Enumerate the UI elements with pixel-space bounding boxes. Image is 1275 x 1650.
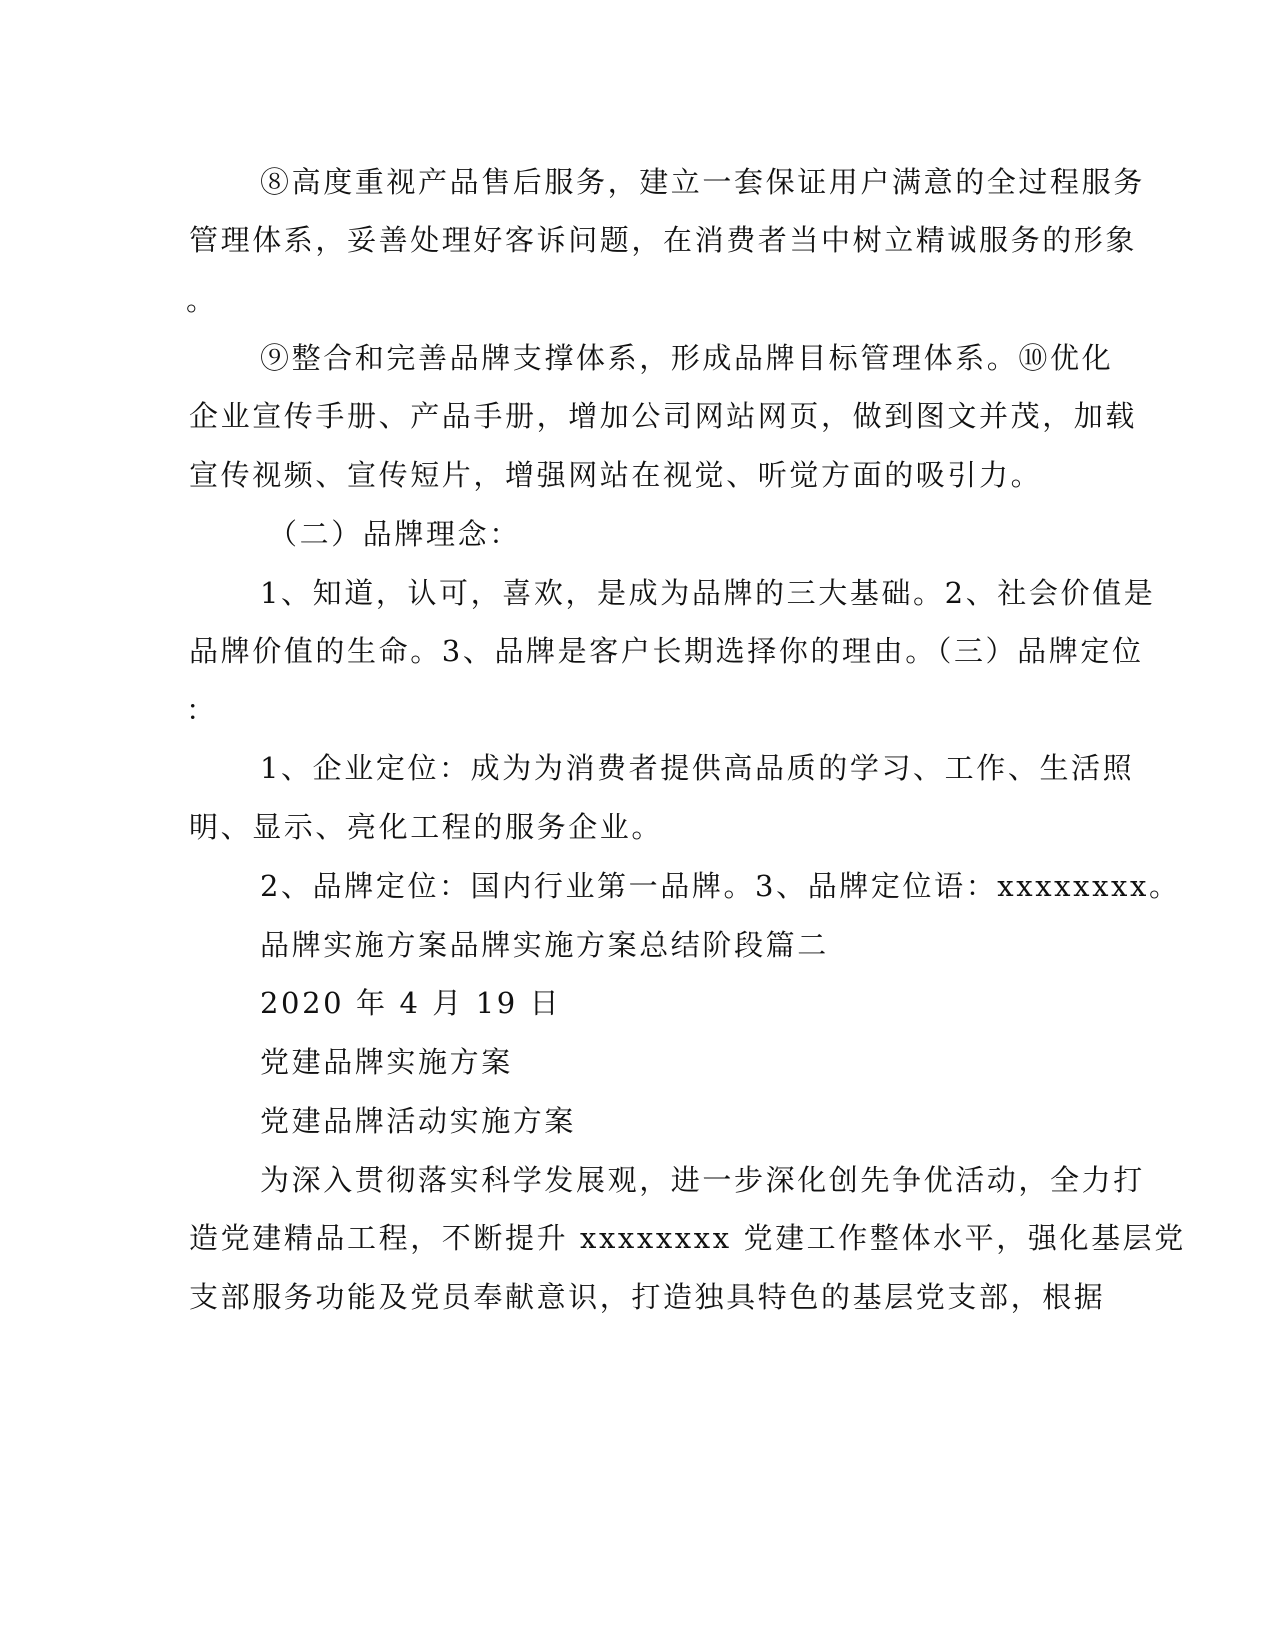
document-heading: 品牌实施方案品牌实施方案总结阶段篇二 <box>260 928 829 962</box>
date-line: 2020 年 4 月 19 日 <box>260 986 562 1020</box>
paragraph-line: ⑨整合和完善品牌支撑体系，形成品牌目标管理体系。⑩优化 <box>260 341 1114 375</box>
paragraph-line: 1、知道，认可，喜欢，是成为品牌的三大基础。2、社会价值是 <box>260 576 1156 610</box>
paragraph-line: 。 <box>186 283 216 317</box>
paragraph-line: 1、企业定位：成为为消费者提供高品质的学习、工作、生活照 <box>260 751 1135 785</box>
paragraph-line: 管理体系，妥善处理好客诉问题，在消费者当中树立精诚服务的形象 <box>189 223 1138 257</box>
document-subtitle: 党建品牌活动实施方案 <box>260 1104 577 1138</box>
paragraph-line: 为深入贯彻落实科学发展观，进一步深化创先争优活动，全力打 <box>260 1163 1145 1197</box>
paragraph-line: 造党建精品工程，不断提升 xxxxxxxx 党建工作整体水平，强化基层党 <box>189 1221 1186 1255</box>
paragraph-line: 宣传视频、宣传短片，增强网站在视觉、听觉方面的吸引力。 <box>189 458 1043 492</box>
paragraph-line: 支部服务功能及党员奉献意识，打造独具特色的基层党支部，根据 <box>189 1280 1106 1314</box>
paragraph-line: 明、显示、亮化工程的服务企业。 <box>189 810 664 844</box>
document-title: 党建品牌实施方案 <box>260 1045 513 1079</box>
paragraph-line: 品牌价值的生命。3、品牌是客户长期选择你的理由。（三）品牌定位 <box>189 634 1144 668</box>
section-heading: （二）品牌理念： <box>268 517 521 551</box>
paragraph-line: ⑧高度重视产品售后服务，建立一套保证用户满意的全过程服务 <box>260 165 1145 199</box>
paragraph-line: ： <box>186 693 216 727</box>
paragraph-line: 2、品牌定位：国内行业第一品牌。3、品牌定位语：xxxxxxxx。 <box>260 869 1181 903</box>
paragraph-line: 企业宣传手册、产品手册，增加公司网站网页，做到图文并茂，加载 <box>189 399 1138 433</box>
